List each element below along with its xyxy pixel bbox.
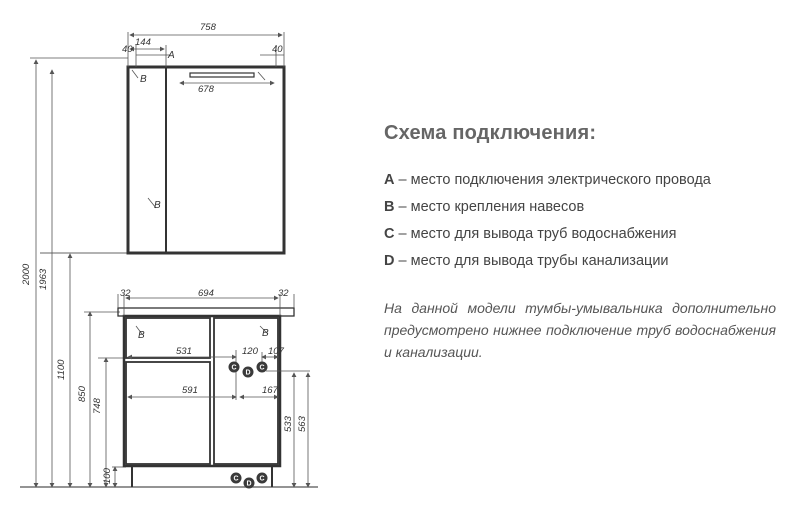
connector-c-label: C [231, 364, 237, 372]
dim-144: 144 [135, 37, 151, 48]
dim-120: 120 [242, 346, 258, 357]
panel-title: Схема подключения: [384, 122, 597, 144]
vanity-left-door [126, 362, 210, 464]
dim-40-right: 40 [272, 44, 283, 55]
dim-100: 100 [102, 468, 113, 484]
vanity-body [124, 316, 280, 466]
dim-32-left: 32 [120, 288, 131, 299]
dim-107: 107 [268, 346, 284, 357]
dim-167: 167 [262, 385, 278, 396]
connector-d-label: D [246, 480, 252, 488]
connector-c-label: C [259, 475, 265, 483]
connection-points-mid [229, 362, 268, 378]
point-b-mid-label: B [154, 200, 161, 211]
dim-678: 678 [198, 84, 214, 95]
dim-531: 531 [176, 346, 192, 357]
legend-key: B [384, 199, 395, 215]
dim-2000: 2000 [21, 263, 32, 285]
dim-533: 533 [283, 416, 294, 432]
connector-d-label: D [245, 369, 251, 377]
legend-key: D [384, 253, 395, 269]
legend-text: – место для вывода труб водоснабжения [394, 226, 677, 242]
point-a-label: A [168, 50, 175, 61]
mirror-cabinet-light [190, 73, 254, 77]
legend-text: – место крепления навесов [394, 199, 585, 215]
connector-c-label: C [233, 475, 239, 483]
dim-850: 850 [77, 386, 88, 402]
dim-758: 758 [200, 22, 216, 33]
legend-item-d [384, 248, 784, 275]
legend-key: C [384, 226, 395, 242]
dim-1100: 1100 [56, 359, 67, 380]
legend-text: – место подключения электрического провода [394, 172, 711, 188]
dim-591: 591 [182, 385, 198, 396]
connection-info-panel [384, 122, 784, 363]
connector-c-label: C [259, 364, 265, 372]
dim-694: 694 [198, 288, 214, 299]
connection-points-bottom [231, 473, 268, 489]
dim-563: 563 [297, 416, 308, 432]
dim-748: 748 [92, 398, 103, 414]
legend-list [384, 167, 784, 275]
installation-note: На данной модели тумбы-умывальника дополнительно предусмотрено нижнее подключение труб водоснабжения и канализации. [384, 300, 776, 360]
mirror-cabinet [40, 67, 284, 253]
point-b-left-label: B [138, 330, 145, 341]
legend-item-a [384, 167, 784, 194]
legend-key: A [384, 172, 395, 188]
legend-item-c [384, 221, 784, 248]
legend-item-b [384, 194, 784, 221]
dim-32-right: 32 [278, 288, 289, 299]
point-b-top-label: B [140, 74, 147, 85]
legend-text: – место для вывода трубы канализации [394, 253, 669, 269]
point-b-right-label: B [262, 328, 269, 339]
dim-40-left: 40 [122, 44, 133, 55]
dim-1963: 1963 [38, 268, 49, 290]
